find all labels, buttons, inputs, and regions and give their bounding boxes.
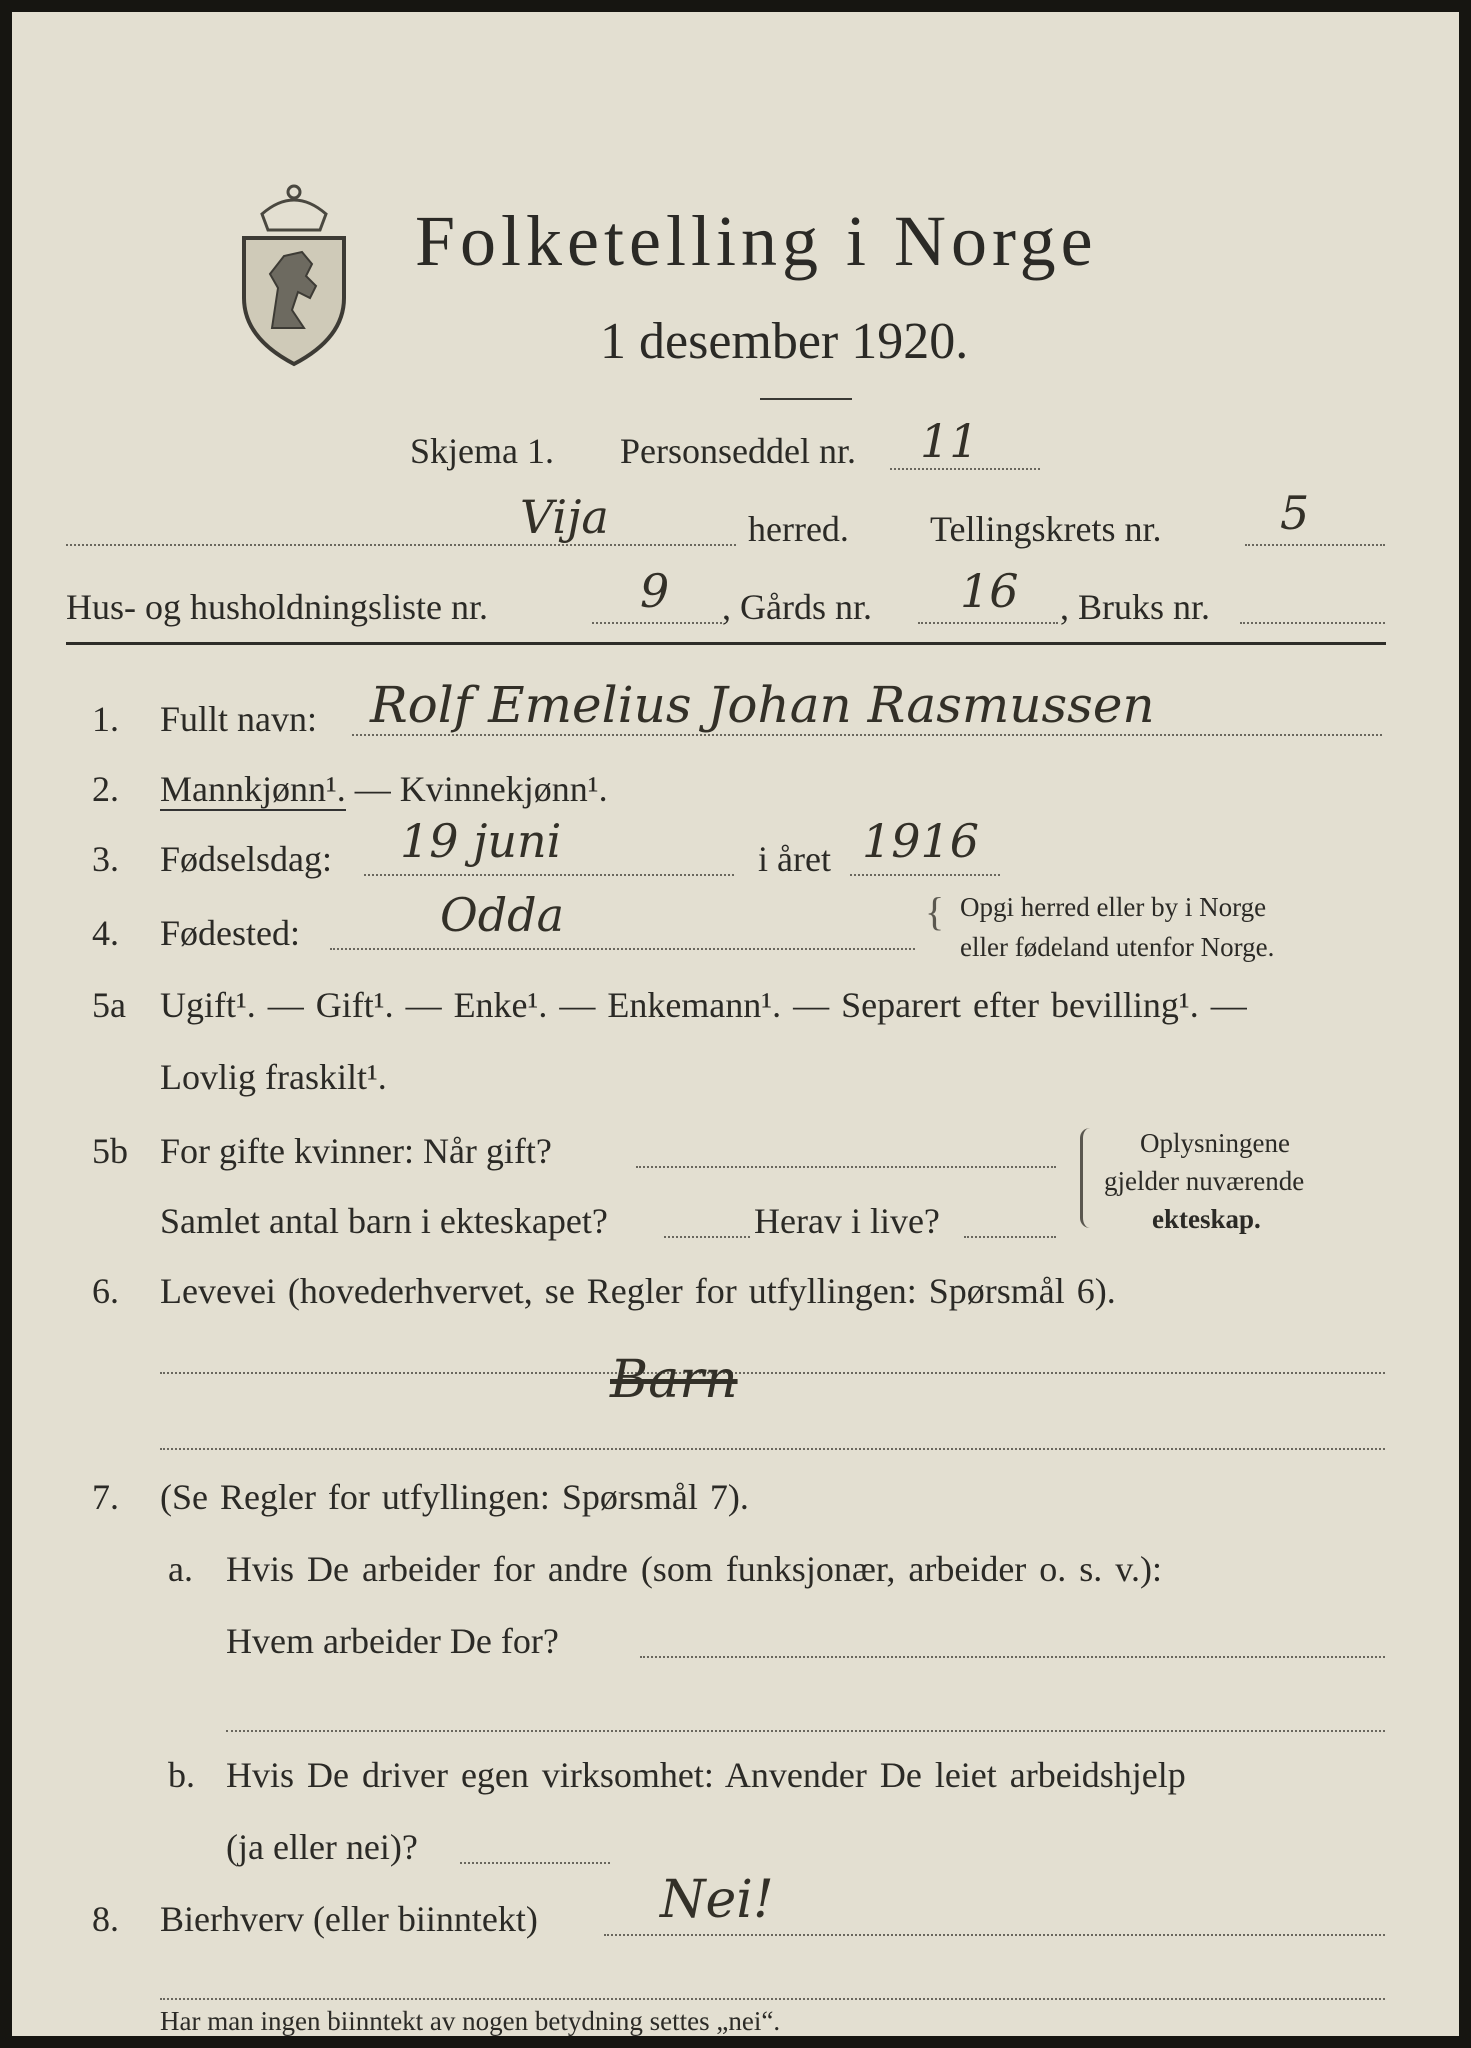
occupation-value[interactable]: Barn <box>610 1350 738 1410</box>
gender-options <box>160 768 608 810</box>
bruks-line <box>1240 622 1385 624</box>
children-count-label: Samlet antal barn i ekteskapet? <box>160 1201 608 1241</box>
side-income-line <box>604 1934 1385 1936</box>
q5b-number: 5b <box>92 1131 128 1171</box>
q7b-question: Hvis De driver egen virksomhet: Anvender De leiet arbeidshjelp <box>226 1755 1186 1795</box>
occupation-label: Levevei (hovederhvervet, se Regler for utfyllingen: Spørsmål 6). <box>160 1271 1116 1311</box>
header-separator <box>66 642 1386 645</box>
full-name-value[interactable]: Rolf Emelius Johan Rasmussen <box>370 676 1155 734</box>
employer-line-1 <box>640 1656 1385 1658</box>
census-date: 1 desember 1920. <box>600 313 969 370</box>
birthdate-line <box>364 874 734 876</box>
full-name-line <box>352 734 1382 736</box>
marriage-note-1: Oplysningene <box>1140 1128 1290 1158</box>
q1-number: 1. <box>92 699 119 739</box>
q7a-question: Hvis De arbeider for andre (som funksjonær, arbeider o. s. v.): <box>226 1549 1162 1589</box>
side-income-value[interactable]: Nei! <box>660 1870 774 1930</box>
personseddel-value[interactable]: 11 <box>920 414 979 468</box>
note-brace: { <box>925 889 945 934</box>
q4-number: 4. <box>92 913 119 953</box>
hired-help-line <box>460 1862 610 1864</box>
husliste-value[interactable]: 9 <box>640 564 670 618</box>
gards-label: , Gårds nr. <box>722 587 872 627</box>
birthdate-value[interactable]: 19 juni <box>400 814 562 868</box>
tellingskrets-value[interactable]: 5 <box>1280 486 1310 540</box>
gards-value[interactable]: 16 <box>960 564 1019 618</box>
hired-help-label: (ja eller nei)? <box>226 1827 418 1867</box>
birthyear-line <box>850 874 1000 876</box>
note-brace-large <box>1080 1128 1097 1228</box>
herred-value[interactable]: Vija <box>520 490 609 544</box>
q3-number: 3. <box>92 839 119 879</box>
bruks-label: , Bruks nr. <box>1060 587 1211 627</box>
marital-status-options[interactable]: Ugift¹. — Gift¹. — Enke¹. — Enkemann¹. — Separert efter bevilling¹. — <box>160 985 1247 1025</box>
husliste-label: Hus- og husholdningsliste nr. <box>66 587 489 627</box>
side-income-label: Bierhverv (eller biinntekt) <box>160 1899 538 1939</box>
gender-separator: — <box>345 769 400 809</box>
married-when-line <box>636 1166 1056 1168</box>
personseddel-line <box>890 468 1040 470</box>
occupation-line-2 <box>160 1448 1385 1450</box>
birthplace-line <box>330 948 915 950</box>
married-when-label: For gifte kvinner: Når gift? <box>160 1131 552 1171</box>
side-income-line-2 <box>160 1998 1385 2000</box>
employer-label: Hvem arbeider De for? <box>226 1621 559 1661</box>
children-alive-label: Herav i live? <box>754 1201 940 1241</box>
birthplace-note-1: Opgi herred eller by i Norge <box>960 892 1267 922</box>
gender-female-option[interactable]: Kvinnekjønn¹. <box>399 769 608 809</box>
birthyear-value[interactable]: 1916 <box>862 814 980 868</box>
children-alive-line <box>964 1236 1056 1238</box>
personseddel-label: Personseddel nr. <box>620 431 856 471</box>
marriage-note-3: ekteskap. <box>1152 1204 1261 1234</box>
q7a-letter: a. <box>168 1549 193 1589</box>
q2-number: 2. <box>92 769 119 809</box>
q5a-number: 5a <box>92 985 126 1025</box>
full-name-label: Fullt navn: <box>160 699 318 739</box>
marital-status-divorced[interactable]: Lovlig fraskilt¹. <box>160 1057 387 1097</box>
q6-number: 6. <box>92 1271 119 1311</box>
herred-line <box>66 544 736 546</box>
tellingskrets-line <box>1245 544 1385 546</box>
gender-male-option[interactable]: Mannkjønn¹. <box>160 769 346 809</box>
gards-line <box>918 622 1058 624</box>
tellingskrets-label: Tellingskrets nr. <box>930 509 1162 549</box>
birthplace-label: Fødested: <box>160 913 300 953</box>
footer-note: Har man ingen biinntekt av nogen betydning settes „nei“. <box>160 2006 781 2036</box>
form-title: Folketelling i Norge <box>415 201 1098 281</box>
skjema-label: Skjema 1. <box>410 431 554 471</box>
q8-number: 8. <box>92 1899 119 1939</box>
q7b-letter: b. <box>168 1755 195 1795</box>
marriage-note-2: gjelder nuværende <box>1104 1166 1305 1196</box>
children-count-line <box>664 1236 750 1238</box>
birthdate-label: Fødselsdag: <box>160 839 333 879</box>
husliste-line <box>592 622 722 624</box>
employer-line-2 <box>226 1730 1385 1732</box>
herred-label: herred. <box>748 509 849 549</box>
occupation-line-1 <box>160 1372 1385 1374</box>
title-divider <box>760 398 852 400</box>
q7-label: (Se Regler for utfyllingen: Spørsmål 7). <box>160 1477 749 1517</box>
q7-number: 7. <box>92 1477 119 1517</box>
birthyear-label: i året <box>758 839 831 879</box>
norway-coat-of-arms-icon <box>232 178 356 368</box>
birthplace-value[interactable]: Odda <box>440 888 565 942</box>
birthplace-note-2: eller fødeland utenfor Norge. <box>960 932 1275 962</box>
